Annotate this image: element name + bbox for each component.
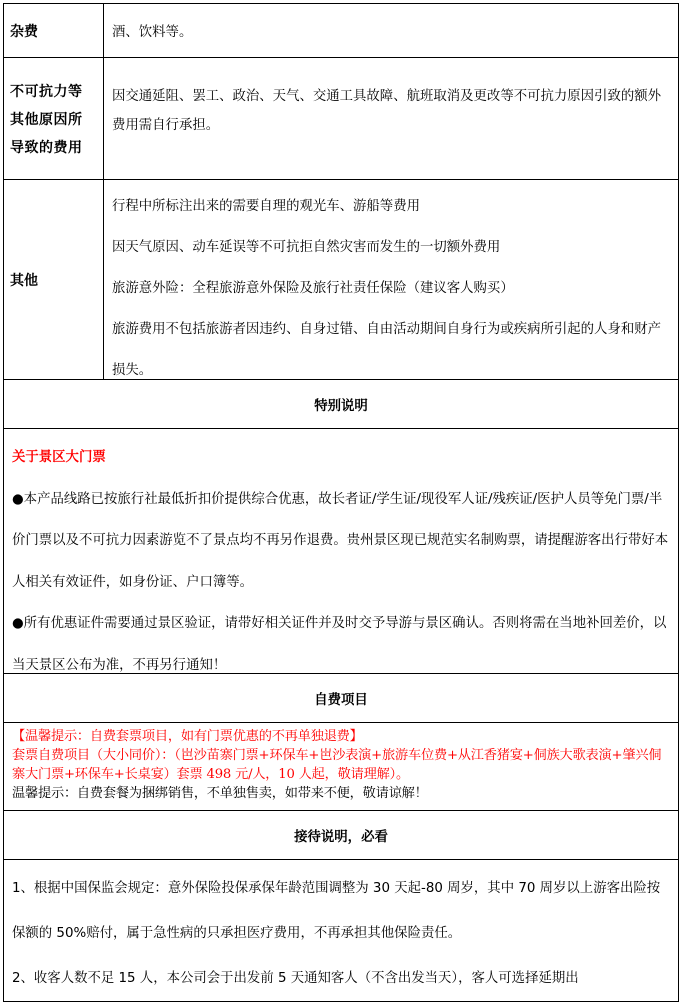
row-content: 酒、饮料等。 bbox=[112, 25, 193, 40]
row-misc-fees bbox=[4, 4, 678, 58]
reception-section-title: 接待说明，必看 bbox=[4, 811, 678, 860]
fee-package: 套票自费项目（大小同价）：（岜沙苗寨门票+环保车+岜沙表演+旅游车位费+从江香猪宴+侗族大歌表演+肇兴侗寨大门票+环保车+长桌宴）套票 498 元/人，10 人起，敬请理解）。 bbox=[12, 748, 662, 782]
row-label-line: 导致的费用 bbox=[10, 140, 83, 156]
row-label: 杂费 bbox=[4, 4, 104, 57]
special-section-title: 特别说明 bbox=[4, 380, 678, 429]
ticket-paragraph: ●所有优惠证件需要通过景区验证，请带好相关证件并及时交予导游与景区确认。否则将需在当地补回差价，以当天景区公布为准，不再另行通知！ bbox=[12, 616, 667, 673]
row-label-line: 其他原因所 bbox=[10, 112, 83, 128]
ticket-subtitle: 关于景区大门票 bbox=[12, 450, 106, 465]
row-other bbox=[4, 180, 678, 380]
row-label: 其他 bbox=[4, 180, 104, 379]
row-content: 因交通延阻、罢工、政治、天气、交通工具故障、航班取消及更改等不可抗力原因引致的额外费用需自行承担。 bbox=[112, 89, 662, 133]
row-line: 旅游意外险：全程旅游意外保险及旅行社责任保险（建议客人购买） bbox=[112, 281, 514, 296]
special-ticket-notes bbox=[4, 429, 678, 674]
row-content bbox=[104, 180, 678, 379]
ticket-paragraph: ●本产品线路已按旅行社最低折扣价提供综合优惠，故长者证/学生证/现役军人证/残疾证/医护人员等免门票/半价门票以及不可抗力因素游览不了景点均不再另作退费。贵州景区现已规范实名制购票，请提醒游客出行带好本人相关有效证件，如身份证、户口簿等。 bbox=[12, 491, 669, 590]
row-line: 因天气原因、动车延误等不可抗拒自然灾害而发生的一切额外费用 bbox=[112, 240, 501, 255]
reception-item: 1、根据中国保监会规定：意外保险投保承保年龄范围调整为 30 天起-80 周岁，其中 70 周岁以上游客出险按保额的 50%赔付，属于急性病的只承担医疗费用，不再承担其他保险责任。 bbox=[12, 881, 661, 941]
reception-notes bbox=[4, 860, 678, 1001]
row-force-majeure bbox=[4, 58, 678, 180]
row-label bbox=[4, 58, 104, 179]
fee-tip: 温馨提示：自费套餐为捆绑销售，不单独售卖，如带来不便，敬请谅解！ bbox=[12, 786, 428, 801]
itinerary-page bbox=[3, 3, 679, 1002]
optional-fee-notes bbox=[4, 723, 678, 811]
row-line: 行程中所标注出来的需要自理的观光车、游船等费用 bbox=[112, 199, 420, 214]
reception-item: 2、收客人数不足 15 人，本公司会于出发前 5 天通知客人（不含出发当天），客人可选择延期出 bbox=[12, 971, 579, 986]
optional-section-title: 自费项目 bbox=[4, 674, 678, 723]
row-label-line: 不可抗力等 bbox=[10, 84, 83, 100]
fee-tip-red: 【温馨提示：自费套票项目，如有门票优惠的不再单独退费】 bbox=[12, 729, 363, 744]
row-line: 旅游费用不包括旅游者因违约、自身过错、自由活动期间自身行为或疾病所引起的人身和财产损失。 bbox=[112, 322, 662, 378]
